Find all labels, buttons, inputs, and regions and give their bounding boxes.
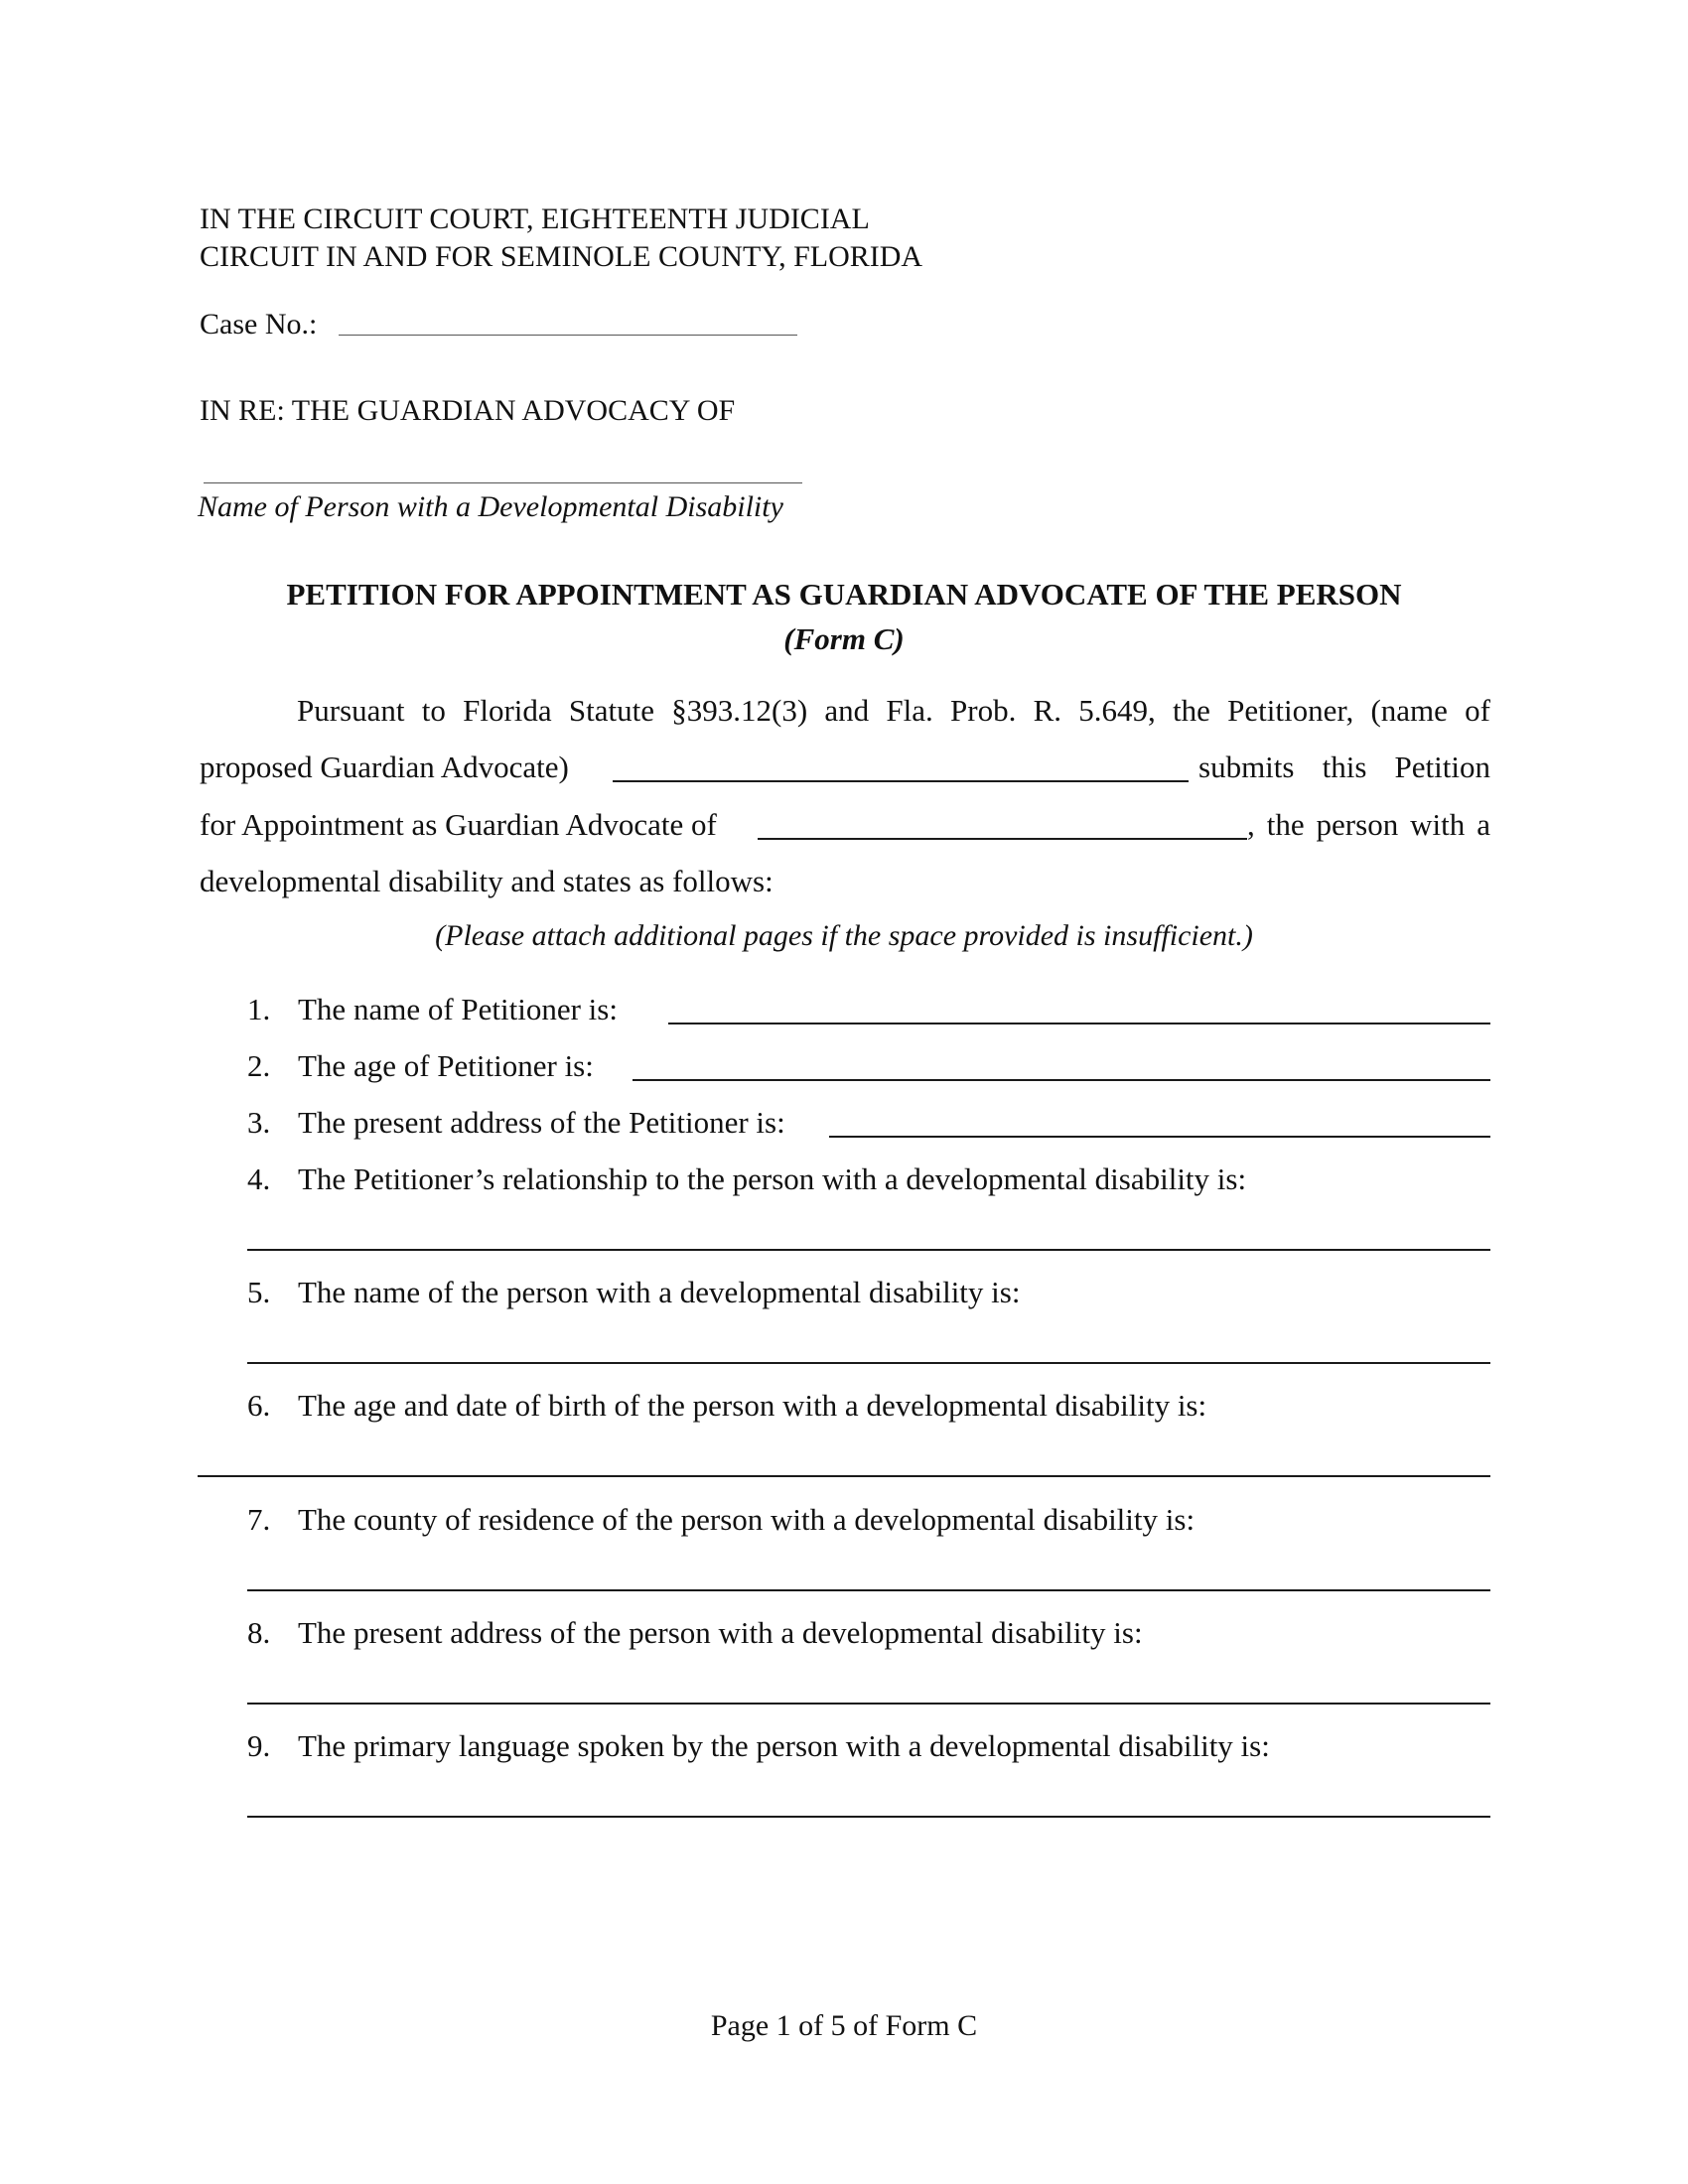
intro-line-4: developmental disability and states as follows: xyxy=(200,864,774,898)
age-birthdate-field[interactable] xyxy=(198,1475,1490,1477)
item-number: 2. xyxy=(247,1048,271,1083)
item-label: The name of Petitioner is: xyxy=(298,992,618,1026)
item-label: The name of the person with a developmental disability is: xyxy=(298,1275,1021,1309)
petitioner-address-field[interactable] xyxy=(829,1136,1490,1138)
disabled-person-address-field[interactable] xyxy=(247,1703,1490,1705)
intro-line-3b: , the person with a xyxy=(1247,807,1490,842)
item-label: The present address of the Petitioner is: xyxy=(298,1105,785,1140)
disabled-person-name-field[interactable] xyxy=(758,838,1247,840)
form-label: (Form C) xyxy=(783,621,905,656)
county-of-residence-field[interactable] xyxy=(247,1589,1490,1591)
item-number: 4. xyxy=(247,1161,271,1196)
primary-language-field[interactable] xyxy=(247,1816,1490,1818)
item-label: The present address of the person with a developmental disability is: xyxy=(298,1615,1143,1650)
person-name-caption: Name of Person with a Developmental Disability xyxy=(198,490,783,523)
case-no-field[interactable] xyxy=(339,335,797,336)
item-number: 9. xyxy=(247,1728,271,1763)
attach-pages-note: (Please attach additional pages if the space provided is insufficient.) xyxy=(435,919,1253,952)
petitioner-relationship-field[interactable] xyxy=(247,1249,1490,1251)
person-name-field[interactable] xyxy=(204,482,802,483)
intro-line-3a: for Appointment as Guardian Advocate of xyxy=(200,807,717,842)
item-label: The Petitioner’s relationship to the person with a developmental disability is: xyxy=(298,1161,1247,1196)
item-number: 3. xyxy=(247,1105,271,1140)
item-label: The county of residence of the person with a developmental disability is: xyxy=(298,1502,1196,1537)
item-number: 1. xyxy=(247,992,271,1026)
in-re-heading: IN RE: THE GUARDIAN ADVOCACY OF xyxy=(200,394,736,427)
petitioner-age-field[interactable] xyxy=(633,1079,1490,1081)
disabled-person-name-line[interactable] xyxy=(247,1362,1490,1364)
item-label: The age and date of birth of the person with a developmental disability is: xyxy=(298,1388,1207,1423)
item-number: 7. xyxy=(247,1502,271,1537)
court-line-2: CIRCUIT IN AND FOR SEMINOLE COUNTY, FLORIDA xyxy=(200,240,923,273)
item-number: 5. xyxy=(247,1275,271,1309)
page-number: Page 1 of 5 of Form C xyxy=(710,2009,978,2042)
intro-line-2a: proposed Guardian Advocate) xyxy=(200,750,569,784)
intro-line-1: Pursuant to Florida Statute §393.12(3) and Fla. Prob. R. 5.649, the Petitioner, (name of xyxy=(297,693,1490,728)
item-label: The age of Petitioner is: xyxy=(298,1048,594,1083)
guardian-advocate-name-field[interactable] xyxy=(613,780,1189,782)
document-title: PETITION FOR APPOINTMENT AS GUARDIAN ADVOCATE OF THE PERSON xyxy=(286,577,1402,612)
court-line-1: IN THE CIRCUIT COURT, EIGHTEENTH JUDICIAL xyxy=(200,203,870,235)
item-label: The primary language spoken by the person with a developmental disability is: xyxy=(298,1728,1270,1763)
item-number: 8. xyxy=(247,1615,271,1650)
case-no-label: Case No.: xyxy=(200,308,318,341)
item-number: 6. xyxy=(247,1388,271,1423)
intro-line-2b: submits this Petition xyxy=(1198,750,1490,784)
petitioner-name-field[interactable] xyxy=(668,1023,1490,1024)
